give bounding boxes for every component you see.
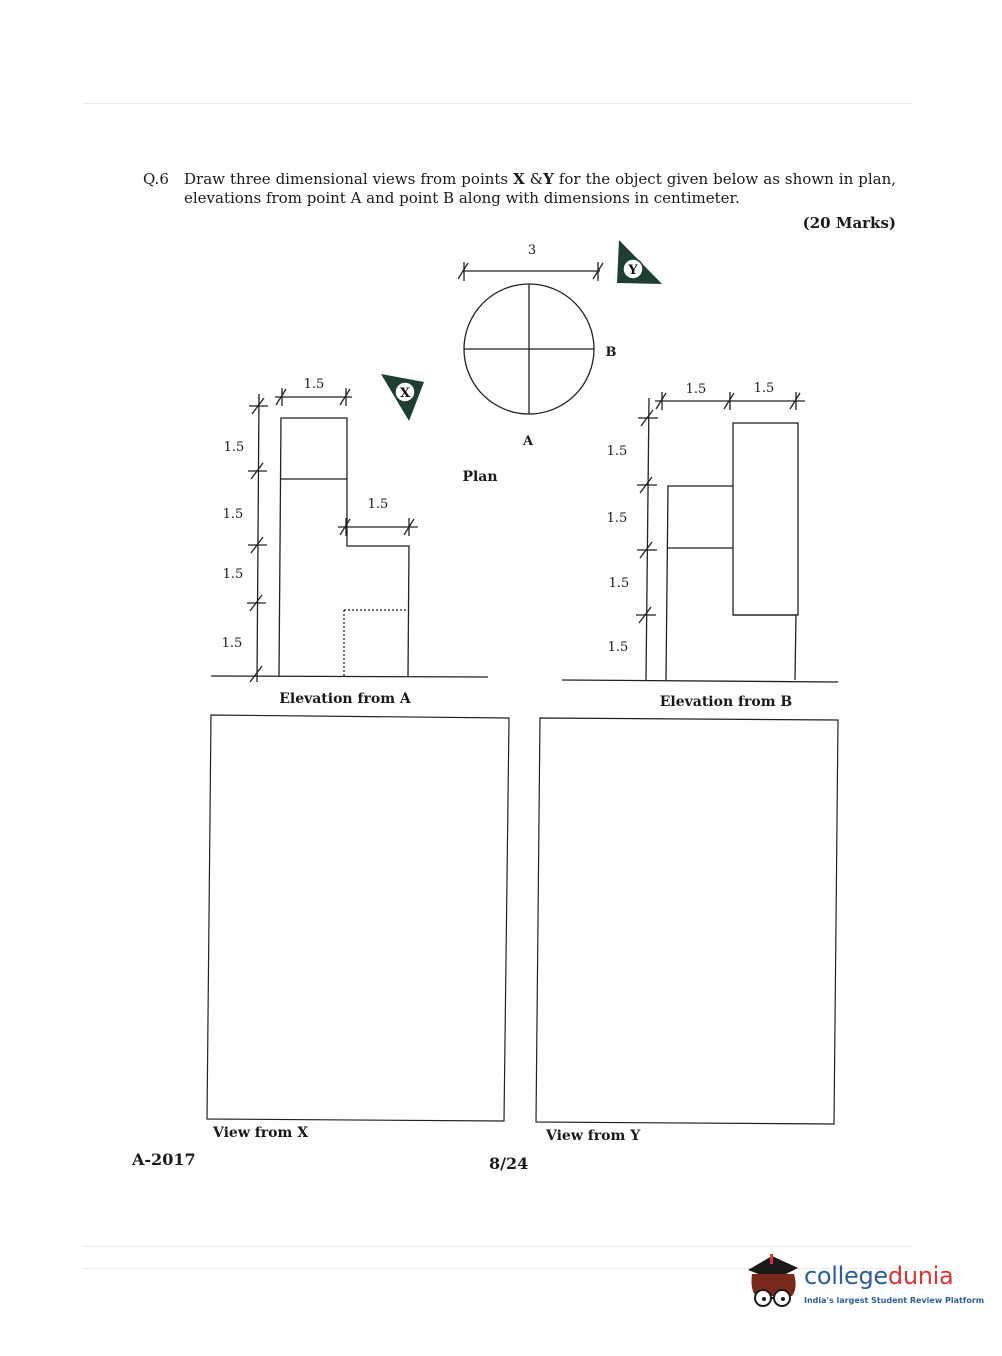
elevation-b-ground-line	[562, 680, 838, 682]
question-bold-y: Y	[543, 170, 554, 188]
elevation-a-left-dimension	[247, 394, 268, 682]
collegedunia-logo	[742, 1250, 985, 1320]
question-number: Q.6	[143, 170, 169, 188]
marker-y-label: Y	[628, 263, 638, 278]
elevation-b-left-dim-2: 1.5	[606, 511, 628, 526]
elevation-b-top-dimension	[655, 392, 805, 410]
viewpoint-marker-y	[617, 240, 662, 284]
elevation-b-outline	[666, 423, 798, 680]
logo-wordmark-part1: college	[804, 1262, 888, 1290]
elevation-a-left-dim-1: 1.5	[223, 440, 245, 455]
plan-caption: Plan	[462, 469, 498, 485]
question-text-part1: Draw three dimensional views from points	[184, 170, 514, 188]
question-bold-x: X	[513, 170, 525, 188]
logo-wordmark	[804, 1262, 953, 1290]
elevation-b-top-dim-2: 1.5	[753, 381, 775, 396]
logo-wordmark-part2: dunia	[887, 1262, 954, 1290]
logo-mascot-icon	[742, 1250, 804, 1316]
view-from-y-caption: View from Y	[546, 1128, 641, 1144]
elevation-a-outline	[279, 418, 409, 676]
elevation-a-step-dimension	[338, 518, 418, 536]
question-text-part2: &	[524, 170, 544, 188]
elevation-b-left-dim-3: 1.5	[608, 576, 630, 591]
marker-x-label: X	[399, 386, 411, 401]
elevation-b-top-dim-1: 1.5	[685, 382, 707, 397]
plan-point-a: A	[522, 434, 534, 449]
plan-dimension-label: 3	[527, 243, 537, 258]
elevation-a-caption: Elevation from A	[279, 691, 411, 707]
question-marks: (20 Marks)	[802, 214, 896, 232]
exam-code: A-2017	[132, 1150, 196, 1169]
elevation-a-left-dim-2: 1.5	[222, 507, 244, 522]
plan-point-b: B	[605, 345, 617, 360]
answer-box-view-y	[536, 718, 838, 1124]
elevation-b-caption: Elevation from B	[659, 694, 793, 710]
elevation-a-left-dim-4: 1.5	[221, 636, 243, 651]
answer-box-view-x	[207, 715, 509, 1121]
elevation-b-left-dim-1: 1.5	[606, 444, 628, 459]
elevation-a-step-dim-label: 1.5	[367, 497, 389, 512]
plan-dimension-line	[458, 262, 603, 281]
view-from-x-caption: View from X	[213, 1125, 309, 1141]
elevation-a-ground-line	[211, 676, 488, 677]
logo-tagline: India's largest Student Review Platform	[804, 1296, 985, 1305]
question-text-part3: for the object given below as shown in plan, elevations from point A and point B along with dimensions in centimeter.	[184, 170, 897, 207]
elevation-a-left-dim-3: 1.5	[222, 567, 244, 582]
elevation-a-top-dim-label: 1.5	[303, 377, 325, 392]
elevation-b-left-dim-4: 1.5	[607, 640, 629, 655]
page-number: 8/24	[489, 1154, 529, 1173]
elevation-b-left-dimension	[636, 398, 658, 680]
viewpoint-marker-x	[381, 374, 424, 421]
